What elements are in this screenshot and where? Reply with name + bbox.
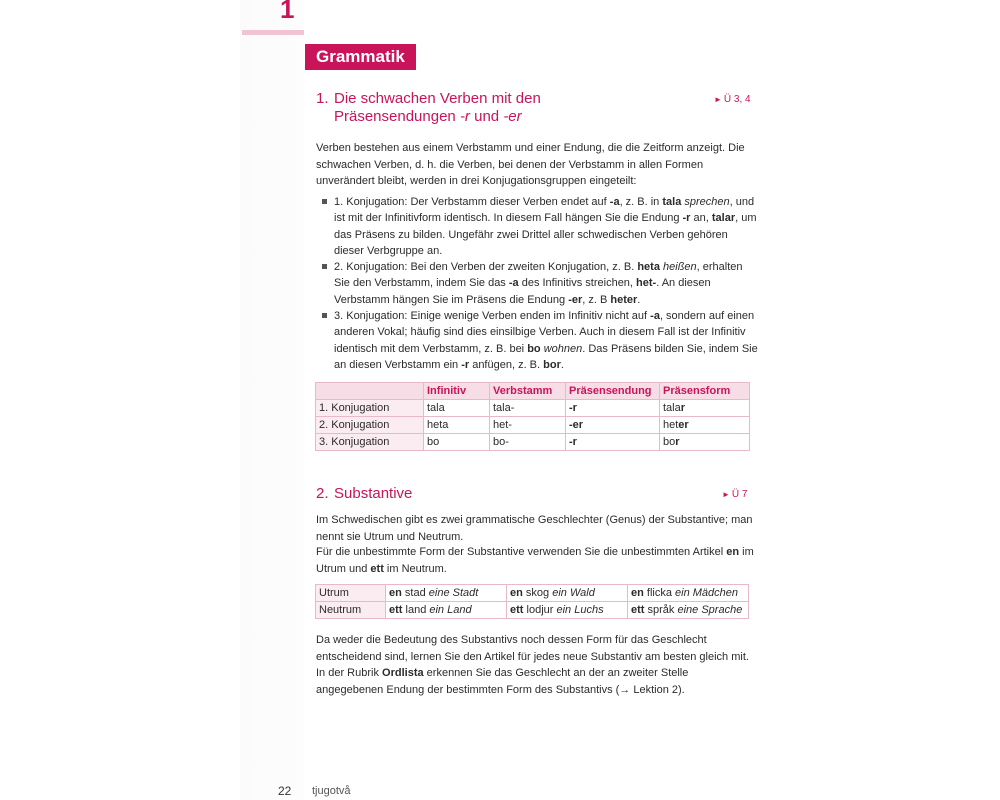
table-cell — [386, 602, 507, 619]
gloss: eine Stadt — [428, 587, 479, 599]
page-number-word: tjugotvå — [312, 785, 351, 797]
text: tala — [662, 196, 682, 208]
text: im Neutrum. — [383, 562, 447, 575]
text: , z. B — [582, 293, 611, 306]
ending: er — [678, 419, 689, 431]
table-header: Infinitiv — [424, 383, 490, 400]
article: ett — [510, 604, 524, 616]
arrow-right-icon: ► — [722, 490, 730, 499]
table-cell — [507, 602, 628, 619]
text: -a — [609, 196, 620, 208]
text: 2. Konjugation: Bei den Verben der zweiten Konjugation, z. B. — [334, 261, 638, 274]
title-text: und — [469, 108, 504, 125]
row-label: 1. Konjugation — [316, 400, 424, 417]
section-1-title-line1: Die schwachen Verben mit den — [334, 90, 541, 107]
ending: -er — [569, 419, 584, 431]
row-label: 3. Konjugation — [316, 434, 424, 451]
text: des Infinitivs streichen, — [518, 277, 637, 290]
section-1-heading — [316, 90, 541, 126]
list-item — [320, 308, 760, 373]
text: im Utrum und — [316, 546, 754, 575]
ending: r — [680, 402, 686, 414]
noun: stad — [404, 587, 426, 599]
title-ending-r: -r — [459, 108, 470, 125]
exercise-ref-1[interactable] — [714, 94, 751, 105]
text: -a — [650, 310, 660, 323]
noun: språk — [647, 604, 675, 616]
table-header — [316, 383, 424, 400]
section-2-number: 2. — [316, 485, 329, 502]
section-1-title-line2 — [316, 108, 541, 126]
table-cell — [660, 400, 750, 417]
conjugation-list — [320, 194, 760, 373]
text: het- — [636, 277, 657, 290]
text: . — [637, 293, 641, 306]
text: -r — [461, 358, 470, 371]
stem: bo — [663, 436, 676, 448]
text: . Das Präsens bilden Sie, indem Sie an diesen Verbstamm ein — [334, 342, 758, 371]
table-header: Verbstamm — [490, 383, 566, 400]
page-number: 22 — [278, 784, 292, 798]
gloss: eine Sprache — [677, 604, 743, 616]
table-cell — [566, 434, 660, 451]
section-1-number: 1. — [316, 90, 329, 107]
list-item — [320, 194, 760, 259]
noun: skog — [525, 587, 550, 599]
text: , und ist mit der Infinitivform identisch. In diesem Fall hängen Sie die Endung — [334, 196, 755, 225]
section-2-paragraph-1: Im Schwedischen gibt es zwei grammatische Geschlechter (Genus) der Substantive; man nennt sie Utrum und Neutrum. — [316, 514, 753, 543]
row-label: Utrum — [316, 585, 386, 602]
table-cell: tala- — [490, 400, 566, 417]
text: , um das Präsens zu bilden. Ungefähr zwei Drittel aller schwedischen Verben gehören dieser Verbgruppe an. — [334, 212, 757, 257]
table-row — [316, 585, 749, 602]
text: sprechen — [684, 196, 730, 208]
noun: lodjur — [526, 604, 554, 616]
gloss: ein Land — [429, 604, 472, 616]
text: erkennen Sie das Geschlecht an der an zweiter Stelle angegebenen Endung der bestimmten Form des Substantivs (→ Lektion 2). — [316, 667, 689, 696]
text: bor — [543, 358, 561, 371]
table-cell — [628, 585, 749, 602]
text: anfügen, z. B. — [469, 358, 544, 371]
bullet-square-icon — [322, 264, 327, 269]
table-cell: heta — [424, 417, 490, 434]
section-2-paragraph-2 — [316, 544, 756, 577]
text: . An diesen Verbstamm hängen Sie im Präsens die Endung — [334, 277, 711, 306]
table-row — [316, 417, 750, 434]
article: ett — [389, 604, 403, 616]
margin-band — [240, 0, 304, 800]
article: en — [510, 587, 523, 599]
table-cell — [660, 417, 750, 434]
text: talar — [711, 212, 736, 225]
text: en — [726, 546, 740, 558]
section-2-paragraph-3 — [316, 632, 756, 698]
text: heter — [610, 293, 638, 306]
title-text: Präsensendungen — [334, 108, 460, 125]
table-cell: tala — [424, 400, 490, 417]
text: . — [560, 358, 564, 371]
text: 3. Konjugation: Einige wenige Verben enden im Infinitiv nicht auf — [334, 310, 651, 323]
exercise-ref-2[interactable] — [722, 489, 747, 500]
table-row — [316, 434, 750, 451]
noun: land — [405, 604, 427, 616]
table-header: Präsensendung — [566, 383, 660, 400]
text: , z. B. in — [619, 196, 663, 208]
text: -er — [568, 293, 583, 306]
table-cell — [660, 434, 750, 451]
text: an, — [690, 212, 712, 225]
table-cell — [566, 417, 660, 434]
ending: r — [675, 436, 680, 448]
table-header: Präsensform — [660, 383, 750, 400]
section-1-intro: Verben bestehen aus einem Verbstamm und einer Endung, die die Zeitform anzeigt. Die schwachen Verben, d. h. die Verben, bei denen der Verbstamm in allen Formen unverändert bleibt, werden in drei Konjugationsgruppen eingeteilt: — [316, 142, 745, 187]
section-label: Grammatik — [305, 44, 416, 70]
row-label: Neutrum — [316, 602, 386, 619]
table-cell — [628, 602, 749, 619]
article: en — [389, 587, 402, 599]
article: en — [631, 587, 644, 599]
arrow-right-icon: ► — [714, 95, 722, 104]
ending: -r — [569, 436, 577, 448]
text: Ordlista — [382, 667, 424, 679]
title-ending-er: -er — [503, 108, 522, 125]
row-label: 2. Konjugation — [316, 417, 424, 434]
gender-table — [315, 584, 749, 619]
chapter-bar — [242, 30, 304, 35]
table-row — [316, 400, 750, 417]
conjugation-table — [315, 382, 750, 451]
ending: -r — [569, 402, 577, 414]
text: , erhalten Sie den Verbstamm, indem Sie das — [334, 261, 743, 290]
exercise-ref-text: Ü 7 — [731, 489, 748, 500]
text: 1. Konjugation: Der Verbstamm dieser Verben endet auf — [334, 196, 610, 208]
gloss: ein Luchs — [556, 604, 604, 616]
table-cell — [566, 400, 660, 417]
table-cell — [386, 585, 507, 602]
bullet-square-icon — [322, 199, 327, 204]
text: -a — [508, 277, 519, 290]
text: ett — [370, 562, 384, 575]
table-cell: het- — [490, 417, 566, 434]
text: , sondern auf einen anderen Vokal; häufig sind dies einsilbige Verben. Auch in diesem Fall ist der Infinitiv identisch mit dem Verbstamm, z. B. bei — [334, 310, 755, 355]
table-cell: bo — [424, 434, 490, 451]
gloss: ein Mädchen — [675, 587, 739, 599]
chapter-number: 1 — [280, 0, 295, 24]
table-cell: bo- — [490, 434, 566, 451]
list-item — [320, 259, 760, 308]
exercise-ref-text: Ü 3, 4 — [723, 94, 751, 105]
text: Für die unbestimmte Form der Substantive verwenden Sie die unbestimmten Artikel — [316, 546, 727, 558]
section-2-title: Substantive — [334, 485, 413, 502]
text: Da weder die Bedeutung des Substantivs noch dessen Form für das Geschlecht entscheidend sind, lernen Sie den Artikel für jedes neue Substantiv am besten gleich mit. In der Rubrik — [316, 634, 749, 679]
text: heißen — [663, 261, 697, 274]
text: bo — [527, 342, 541, 355]
table-cell — [507, 585, 628, 602]
stem: tala — [663, 402, 681, 414]
text: -r — [682, 212, 691, 225]
noun: flicka — [646, 587, 672, 599]
text: heta — [637, 261, 660, 274]
article: ett — [631, 604, 645, 616]
table-row — [316, 602, 749, 619]
bullet-square-icon — [322, 313, 327, 318]
table-header-row — [316, 383, 750, 400]
text: wohnen — [543, 342, 583, 355]
section-2-heading — [316, 485, 412, 503]
gloss: ein Wald — [552, 587, 595, 599]
stem: het — [663, 419, 679, 431]
